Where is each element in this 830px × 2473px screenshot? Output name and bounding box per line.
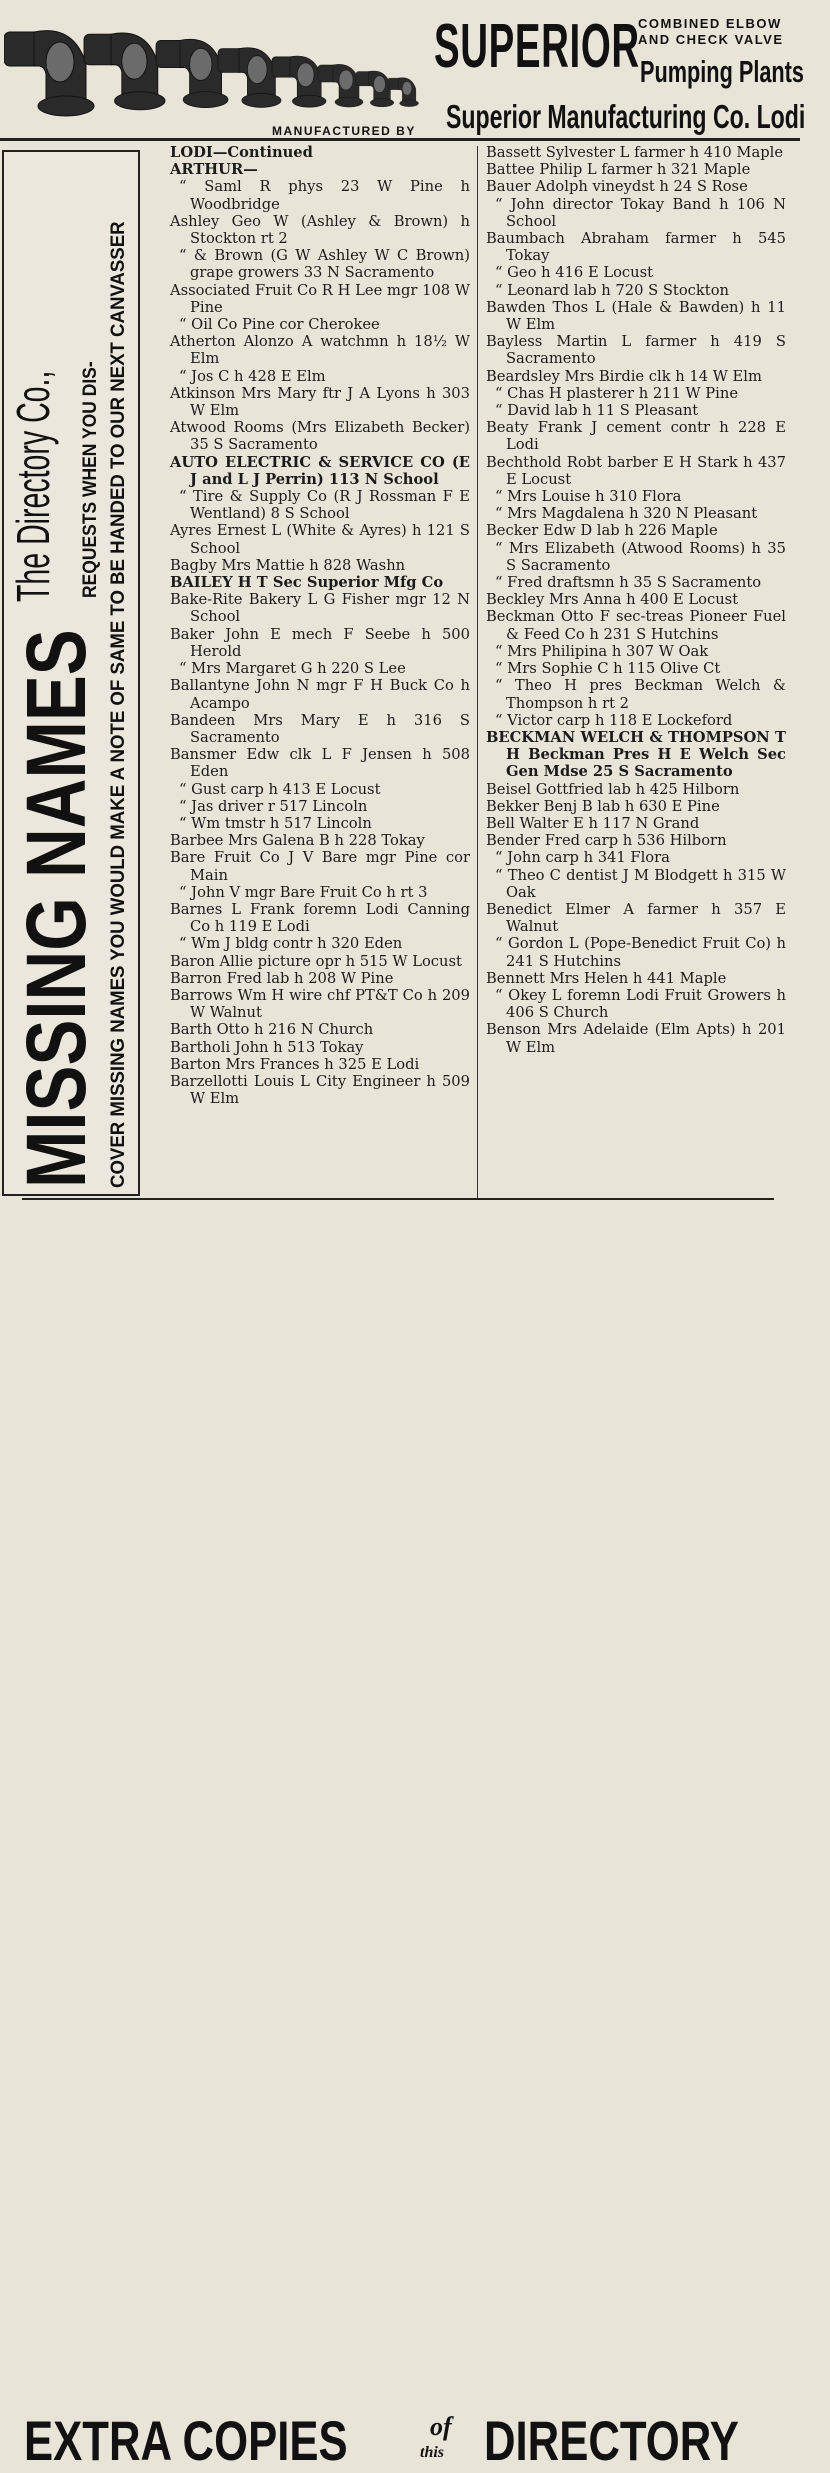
directory-entry: Bansmer Edw clk L F Jensen h 508 Eden bbox=[170, 746, 470, 781]
directory-entry: Battee Philip L farmer h 321 Maple bbox=[486, 161, 751, 179]
directory-entry: “ Okey L foremn Lodi Fruit Growers h 406 S Church bbox=[495, 986, 786, 1022]
directory-entry: Bandeen Mrs Mary E h 316 S Sacramento bbox=[170, 711, 470, 746]
directory-entry: Bauer Adolph vineydst h 24 S Rose bbox=[486, 178, 748, 196]
directory-entry: Bekker Benj B lab h 630 E Pine bbox=[486, 797, 720, 815]
top-rule bbox=[0, 138, 800, 141]
directory-entry: “ Wm J bldg contr h 320 Eden bbox=[179, 935, 403, 953]
directory-entry: Atwood Rooms (Mrs Elizabeth Becker) 35 S Sacramento bbox=[170, 419, 470, 454]
directory-entry: “ John carp h 341 Flora bbox=[495, 849, 670, 867]
directory-entry: Barnes L Frank foremn Lodi Canning Co h 119 E Lodi bbox=[170, 900, 470, 936]
directory-text: DIRECTORY bbox=[484, 2409, 739, 2472]
directory-entry: “ Mrs Sophie C h 115 Olive Ct bbox=[495, 660, 721, 678]
directory-entry: LODI—Continued bbox=[170, 144, 313, 161]
directory-entry: Barzellotti Louis L City Engineer h 509 W Elm bbox=[170, 1072, 470, 1108]
directory-entry: Beckley Mrs Anna h 400 E Locust bbox=[486, 591, 739, 609]
directory-entry: ARTHUR— bbox=[170, 161, 258, 179]
extra-copies-banner bbox=[0, 1200, 830, 2472]
directory-entry: “ Chas H plasterer h 211 W Pine bbox=[495, 384, 739, 402]
directory-entry: Benedict Elmer A farmer h 357 E Walnut bbox=[486, 900, 786, 936]
directory-entry: Ashley Geo W (Ashley & Brown) h Stockton rt 2 bbox=[170, 212, 470, 248]
directory-column-right bbox=[486, 144, 786, 1056]
directory-entry: “ Mrs Philipina h 307 W Oak bbox=[495, 642, 709, 660]
directory-entry: BECKMAN WELCH & THOMPSON T H Beckman Pres H E Welch Sec Gen Mdse 25 S Sacramento bbox=[486, 728, 786, 781]
superior-ad-banner bbox=[0, 0, 830, 145]
directory-entry: “ John director Tokay Band h 106 N School bbox=[495, 195, 786, 230]
directory-entry: Ballantyne John N mgr F H Buck Co h Acampo bbox=[170, 677, 470, 712]
directory-entry: Bagby Mrs Mattie h 828 Washn bbox=[170, 556, 406, 574]
directory-entry: Bartholi John h 513 Tokay bbox=[170, 1038, 364, 1056]
directory-entry: “ Theo H pres Beckman Welch & Thompson h rt 2 bbox=[495, 677, 786, 712]
missing-names-heading: MISSING NAMES bbox=[9, 629, 103, 1188]
directory-entry: Bare Fruit Co J V Bare mgr Pine cor Main bbox=[170, 849, 470, 884]
directory-entry: Becker Edw D lab h 226 Maple bbox=[486, 522, 718, 540]
directory-entry: Barrows Wm H wire chf PT&T Co h 209 W Walnut bbox=[170, 986, 470, 1022]
directory-entry: “ Oil Co Pine cor Cherokee bbox=[179, 316, 380, 334]
requests-line-1: REQUESTS WHEN YOU DIS- bbox=[80, 361, 101, 598]
directory-entry: “ Gordon L (Pope-Benedict Fruit Co) h 241 S Hutchins bbox=[495, 935, 786, 970]
valve-illustration bbox=[4, 14, 434, 126]
directory-entry: Atkinson Mrs Mary ftr J A Lyons h 303 W Elm bbox=[170, 384, 470, 420]
tagline bbox=[638, 16, 784, 48]
directory-entry: AUTO ELECTRIC & SERVICE CO (E J and L J Perrin) 113 N School bbox=[170, 453, 470, 488]
directory-co-name: The Directory Co., bbox=[7, 370, 59, 602]
directory-entry: “ Gust carp h 413 E Locust bbox=[179, 780, 381, 798]
directory-entry: Beardsley Mrs Birdie clk h 14 W Elm bbox=[486, 367, 762, 385]
directory-entry: “ John V mgr Bare Fruit Co h rt 3 bbox=[179, 883, 428, 901]
directory-column-left bbox=[170, 144, 470, 1107]
tagline-line-1: COMBINED ELBOW bbox=[638, 16, 782, 31]
column-divider bbox=[477, 146, 478, 1198]
directory-entry: Baron Allie picture opr h 515 W Locust bbox=[170, 952, 462, 970]
directory-entry: Bassett Sylvester L farmer h 410 Maple bbox=[486, 144, 784, 161]
directory-entry: “ Tire & Supply Co (R J Rossman F E Wentland) 8 S School bbox=[179, 488, 470, 523]
directory-entry: “ David lab h 11 S Pleasant bbox=[495, 402, 699, 420]
directory-entry: Atherton Alonzo A watchmn h 18½ W Elm bbox=[170, 333, 470, 368]
directory-entry: Beckman Otto F sec-treas Pioneer Fuel & Feed Co h 231 S Hutchins bbox=[486, 608, 786, 643]
directory-entry: “ Fred draftsmn h 35 S Sacramento bbox=[495, 574, 762, 592]
directory-entry: BAILEY H T Sec Superior Mfg Co bbox=[170, 574, 444, 592]
directory-entry: Barbee Mrs Galena B h 228 Tokay bbox=[170, 832, 425, 850]
brand-name: SUPERIOR bbox=[434, 12, 640, 81]
directory-entry: “ Mrs Magdalena h 320 N Pleasant bbox=[495, 505, 758, 523]
directory-entry: Bechthold Robt barber E H Stark h 437 E Locust bbox=[486, 453, 786, 488]
directory-entry: “ Jos C h 428 E Elm bbox=[179, 367, 326, 385]
directory-entry: Beaty Frank J cement contr h 228 E Lodi bbox=[486, 419, 786, 454]
company-name: Superior Manufacturing Co. Lodi bbox=[446, 98, 806, 135]
directory-entry: “ Leonard lab h 720 S Stockton bbox=[495, 281, 729, 299]
directory-entry: “ & Brown (G W Ashley W C Brown) grape growers 33 N Sacramento bbox=[179, 247, 470, 282]
directory-entry: Ayres Ernest L (White & Ayres) h 121 S School bbox=[170, 522, 470, 557]
tagline-line-2: AND CHECK VALVE bbox=[638, 32, 784, 47]
extra-copies-text: EXTRA COPIES bbox=[24, 2409, 348, 2472]
directory-entry: “ Geo h 416 E Locust bbox=[495, 264, 654, 282]
of-text: of bbox=[430, 2412, 452, 2441]
directory-entry: Bell Walter E h 117 N Grand bbox=[486, 814, 700, 832]
directory-entry: “ Mrs Elizabeth (Atwood Rooms) h 35 S Sacramento bbox=[495, 539, 786, 574]
directory-entry: Bayless Martin L farmer h 419 S Sacramento bbox=[486, 333, 786, 368]
requests-line-2: COVER MISSING NAMES YOU WOULD MAKE A NOTE OF SAME TO BE HANDED TO OUR NEXT CANVASSER bbox=[108, 221, 129, 1189]
missing-names-sidebar bbox=[2, 150, 140, 1196]
directory-entry: “ Jas driver r 517 Lincoln bbox=[179, 797, 368, 815]
directory-entry: Barron Fred lab h 208 W Pine bbox=[170, 969, 394, 987]
directory-entry: Beisel Gottfried lab h 425 Hilborn bbox=[486, 780, 740, 798]
tagline-pumping: Pumping Plants bbox=[640, 54, 804, 89]
directory-entry: “ Saml R phys 23 W Pine h Woodbridge bbox=[179, 178, 470, 213]
directory-entry: “ Wm tmstr h 517 Lincoln bbox=[179, 814, 372, 832]
directory-entry: Baker John E mech F Seebe h 500 Herold bbox=[170, 625, 470, 660]
directory-entry: “ Victor carp h 118 E Lockeford bbox=[495, 711, 733, 729]
directory-entry: Associated Fruit Co R H Lee mgr 108 W Pine bbox=[170, 281, 470, 316]
directory-entry: Barton Mrs Frances h 325 E Lodi bbox=[170, 1055, 420, 1073]
directory-entry: Bawden Thos L (Hale & Bawden) h 11 W Elm bbox=[486, 298, 786, 334]
directory-entry: “ Mrs Margaret G h 220 S Lee bbox=[179, 660, 406, 678]
directory-entry: Benson Mrs Adelaide (Elm Apts) h 201 W Elm bbox=[486, 1021, 786, 1056]
directory-entry: Baumbach Abraham farmer h 545 Tokay bbox=[486, 230, 786, 265]
directory-entry: Bennett Mrs Helen h 441 Maple bbox=[486, 969, 727, 987]
this-text: this bbox=[420, 2444, 445, 2461]
directory-entry: Bake-Rite Bakery L G Fisher mgr 12 N School bbox=[170, 591, 470, 626]
directory-entry: “ Mrs Louise h 310 Flora bbox=[495, 488, 682, 506]
manufactured-by-label: MANUFACTURED BY bbox=[272, 124, 416, 138]
directory-entry: “ Theo C dentist J M Blodgett h 315 W Oak bbox=[495, 866, 786, 901]
directory-entry: Bender Fred carp h 536 Hilborn bbox=[486, 832, 727, 850]
directory-entry: Barth Otto h 216 N Church bbox=[170, 1021, 374, 1039]
